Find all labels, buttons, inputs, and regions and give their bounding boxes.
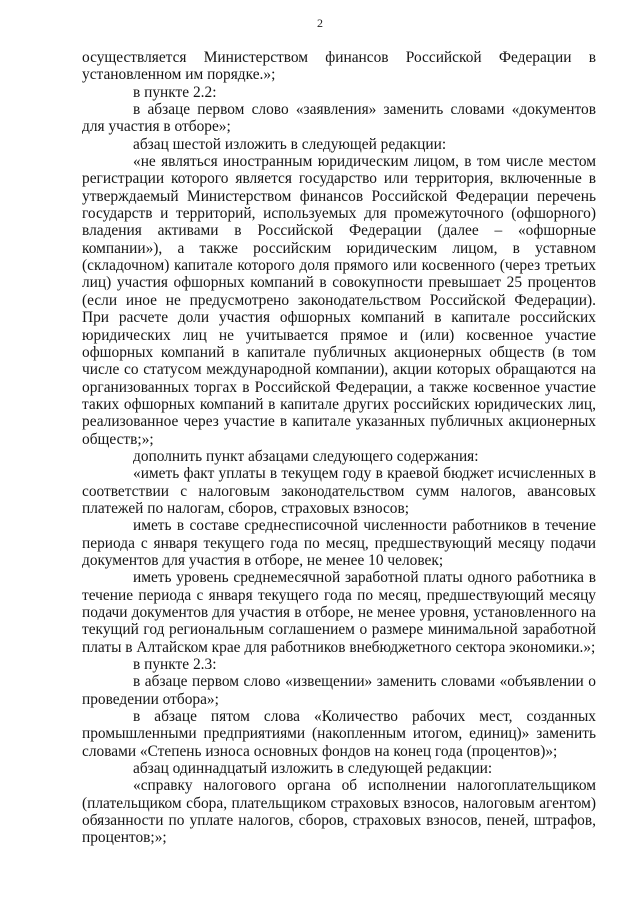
paragraph: дополнить пункт абзацами следующего содержания: bbox=[133, 447, 479, 465]
paragraph: осуществляется Министерством финансов Российской Федерации в установленном им порядке.»; bbox=[82, 49, 596, 84]
paragraph: «справку налогового органа об исполнении налогоплательщиком (плательщиком сбора, плательщиком страховых взносов, налоговым агентом) обязанности по уплате налогов, сборов, страховых взносов, пеней, штрафов, процентов;»; bbox=[82, 777, 596, 847]
paragraph: в абзаце пятом слова «Количество рабочих мест, созданных промышленными предприятиями (накопленным итогом, единиц)» заменить словами «Степень износа основных фондов на конец года (процентов)»; bbox=[82, 708, 596, 760]
page-number: 2 bbox=[317, 16, 323, 30]
paragraph: абзац шестой изложить в следующей редакции: bbox=[133, 135, 447, 153]
paragraph: в пункте 2.3: bbox=[133, 656, 217, 674]
paragraph: в абзаце первом слово «извещении» заменить словами «объявлении о проведении отбора»; bbox=[82, 673, 596, 708]
paragraph: в пункте 2.2: bbox=[133, 83, 217, 101]
document-body bbox=[82, 49, 596, 847]
paragraph: иметь в составе среднесписочной численности работников в течение периода с января текущего года по месяц, предшествующий месяцу подачи документов для участия в отборе, не менее 10 человек; bbox=[82, 517, 596, 569]
paragraph: «иметь факт уплаты в текущем году в краевой бюджет исчисленных в соответствии с налоговым законодательством сумм налогов, авансовых платежей по налогам, сборов, страховых взносов; bbox=[82, 465, 596, 517]
paragraph: в абзаце первом слово «заявления» заменить словами «документов для участия в отборе»; bbox=[82, 101, 596, 136]
paragraph: абзац одиннадцатый изложить в следующей редакции: bbox=[133, 760, 493, 778]
paragraph: иметь уровень среднемесячной заработной платы одного работника в течение периода с января текущего года по месяц, предшествующий месяцу подачи документов для участия в отборе, не менее уровня, установленного на текущий год региональным соглашением о размере минимальной заработной платы в Алтайском крае для работников внебюджетного сектора экономики.»; bbox=[82, 569, 596, 656]
paragraph: «не являться иностранным юридическим лицом, в том числе местом регистрации которого является государство или территория, включенные в утверждаемый Министерством финансов Российской Федерации перечень государств и территорий, используемых для промежуточного (офшорного) владения активами в Российской Федерации (далее – «офшорные компании»), а также российским юридическим лицом, в уставном (складочном) капитале которого доля прямого или косвенного (через третьих лиц) участия офшорных компаний в совокупности превышает 25 процентов (если иное не предусмотрено законодательством Российской Федерации). При расчете доли участия офшорных компаний в капитале российских юридических лиц не учитывается прямое и (или) косвенное участие офшорных компаний в капитале публичных акционерных обществ (в том числе со статусом международной компании), акции которых обращаются на организованных торгах в Российской Федерации, а также косвенное участие таких офшорных компаний в капитале других российских юридических лиц, реализованное через участие в капитале указанных публичных акционерных обществ;»; bbox=[82, 153, 596, 448]
